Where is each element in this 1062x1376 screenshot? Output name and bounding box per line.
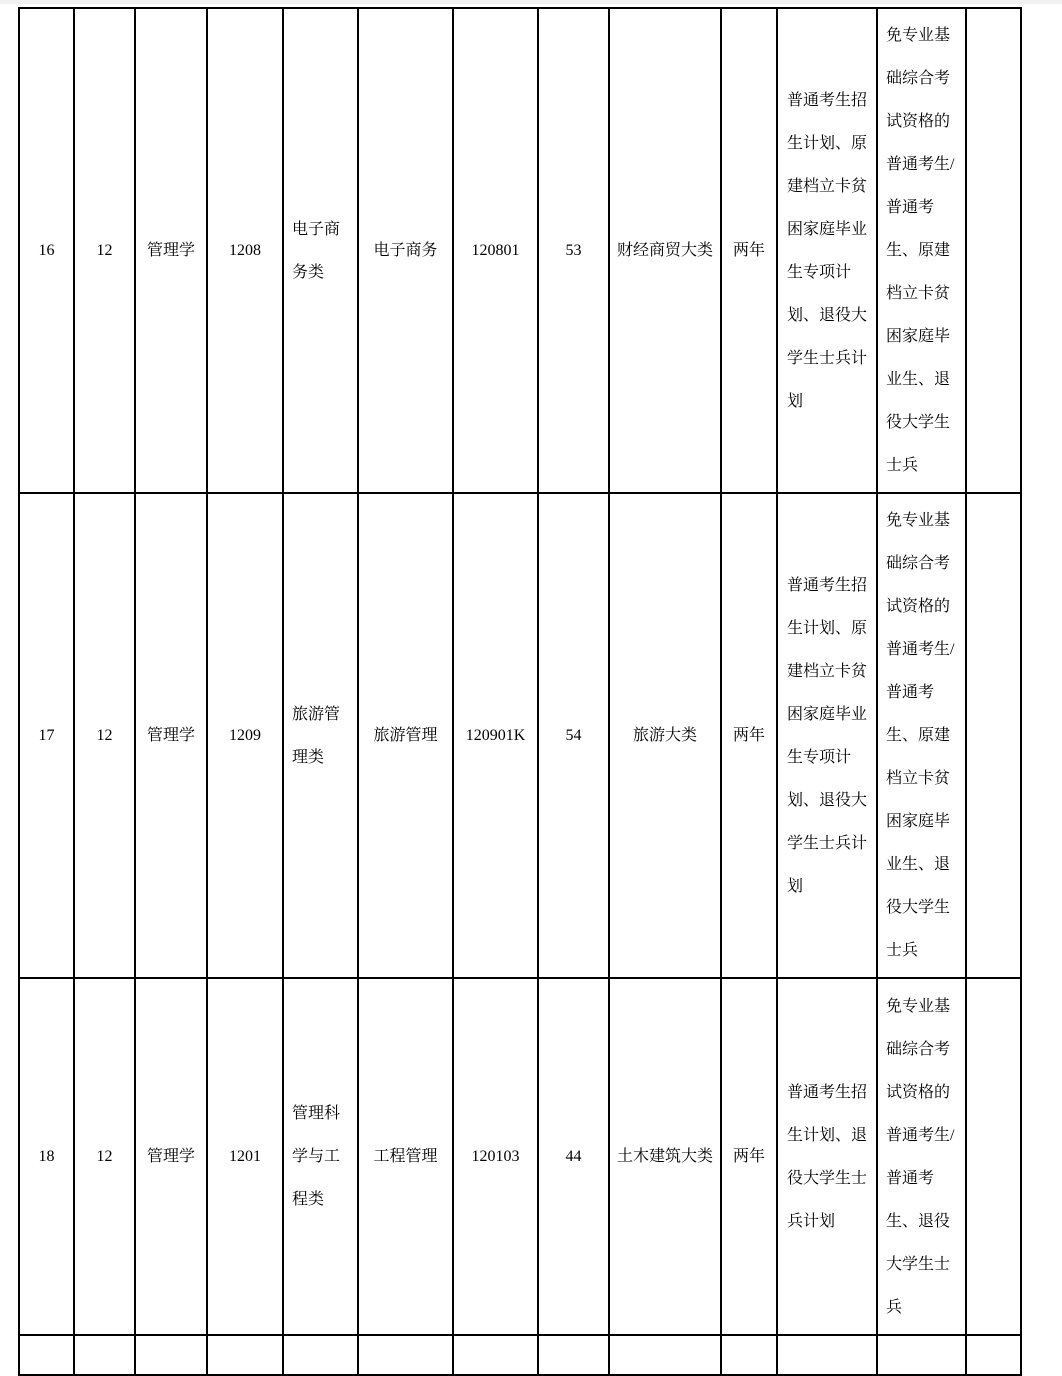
eligibility-cell: [877, 1335, 966, 1375]
table-row-18: [19, 978, 1021, 1335]
discipline-cell: [135, 1335, 207, 1375]
major-class-code-cell: 1208: [207, 8, 283, 493]
remark-cell: [966, 493, 1021, 978]
major-cell: [358, 1335, 453, 1375]
vocational-category-cell: [609, 1335, 721, 1375]
duration-cell: [721, 1335, 777, 1375]
plan-count-cell: 53: [538, 8, 609, 493]
duration-cell: 两年: [721, 978, 777, 1335]
vocational-category-cell: 旅游大类: [609, 493, 721, 978]
discipline-category-code-cell: [74, 1335, 135, 1375]
page-top-strip: [0, 0, 1062, 4]
table-row-next-partial: [19, 1335, 1021, 1375]
plan-type-cell: [777, 1335, 877, 1375]
major-class-code-cell: 1209: [207, 493, 283, 978]
seq-cell: 16: [19, 8, 74, 493]
major-class-cell: 管理科学与工程类: [283, 978, 358, 1335]
major-class-code-cell: [207, 1335, 283, 1375]
plan-type-cell: 普通考生招生计划、原建档立卡贫困家庭毕业生专项计划、退役大学生士兵计划: [777, 8, 877, 493]
plan-type-cell: 普通考生招生计划、退役大学生士兵计划: [777, 978, 877, 1335]
discipline-cell: 管理学: [135, 8, 207, 493]
table-row-17: [19, 493, 1021, 978]
remark-cell: [966, 978, 1021, 1335]
eligibility-cell: 免专业基础综合考试资格的普通考生/普通考生、原建档立卡贫困家庭毕业生、退役大学生士兵: [877, 493, 966, 978]
vocational-category-cell: 土木建筑大类: [609, 978, 721, 1335]
major-code-cell: 120901K: [453, 493, 538, 978]
seq-cell: 18: [19, 978, 74, 1335]
table-row-16: [19, 8, 1021, 493]
discipline-category-code-cell: 12: [74, 978, 135, 1335]
major-code-cell: 120103: [453, 978, 538, 1335]
major-code-cell: 120801: [453, 8, 538, 493]
discipline-cell: 管理学: [135, 978, 207, 1335]
duration-cell: 两年: [721, 493, 777, 978]
seq-cell: [19, 1335, 74, 1375]
eligibility-cell: 免专业基础综合考试资格的普通考生/普通考生、原建档立卡贫困家庭毕业生、退役大学生士兵: [877, 8, 966, 493]
vocational-category-cell: 财经商贸大类: [609, 8, 721, 493]
enrollment-table: [18, 7, 1022, 1376]
major-code-cell: [453, 1335, 538, 1375]
plan-count-cell: 44: [538, 978, 609, 1335]
plan-count-cell: 54: [538, 493, 609, 978]
plan-count-cell: [538, 1335, 609, 1375]
duration-cell: 两年: [721, 8, 777, 493]
major-class-cell: 电子商务类: [283, 8, 358, 493]
major-cell: 工程管理: [358, 978, 453, 1335]
major-cell: 电子商务: [358, 8, 453, 493]
major-class-cell: [283, 1335, 358, 1375]
eligibility-cell: 免专业基础综合考试资格的普通考生/普通考生、退役大学生士兵: [877, 978, 966, 1335]
discipline-category-code-cell: 12: [74, 8, 135, 493]
remark-cell: [966, 1335, 1021, 1375]
major-cell: 旅游管理: [358, 493, 453, 978]
discipline-cell: 管理学: [135, 493, 207, 978]
major-class-code-cell: 1201: [207, 978, 283, 1335]
plan-type-cell: 普通考生招生计划、原建档立卡贫困家庭毕业生专项计划、退役大学生士兵计划: [777, 493, 877, 978]
seq-cell: 17: [19, 493, 74, 978]
major-class-cell: 旅游管理类: [283, 493, 358, 978]
remark-cell: [966, 8, 1021, 493]
discipline-category-code-cell: 12: [74, 493, 135, 978]
